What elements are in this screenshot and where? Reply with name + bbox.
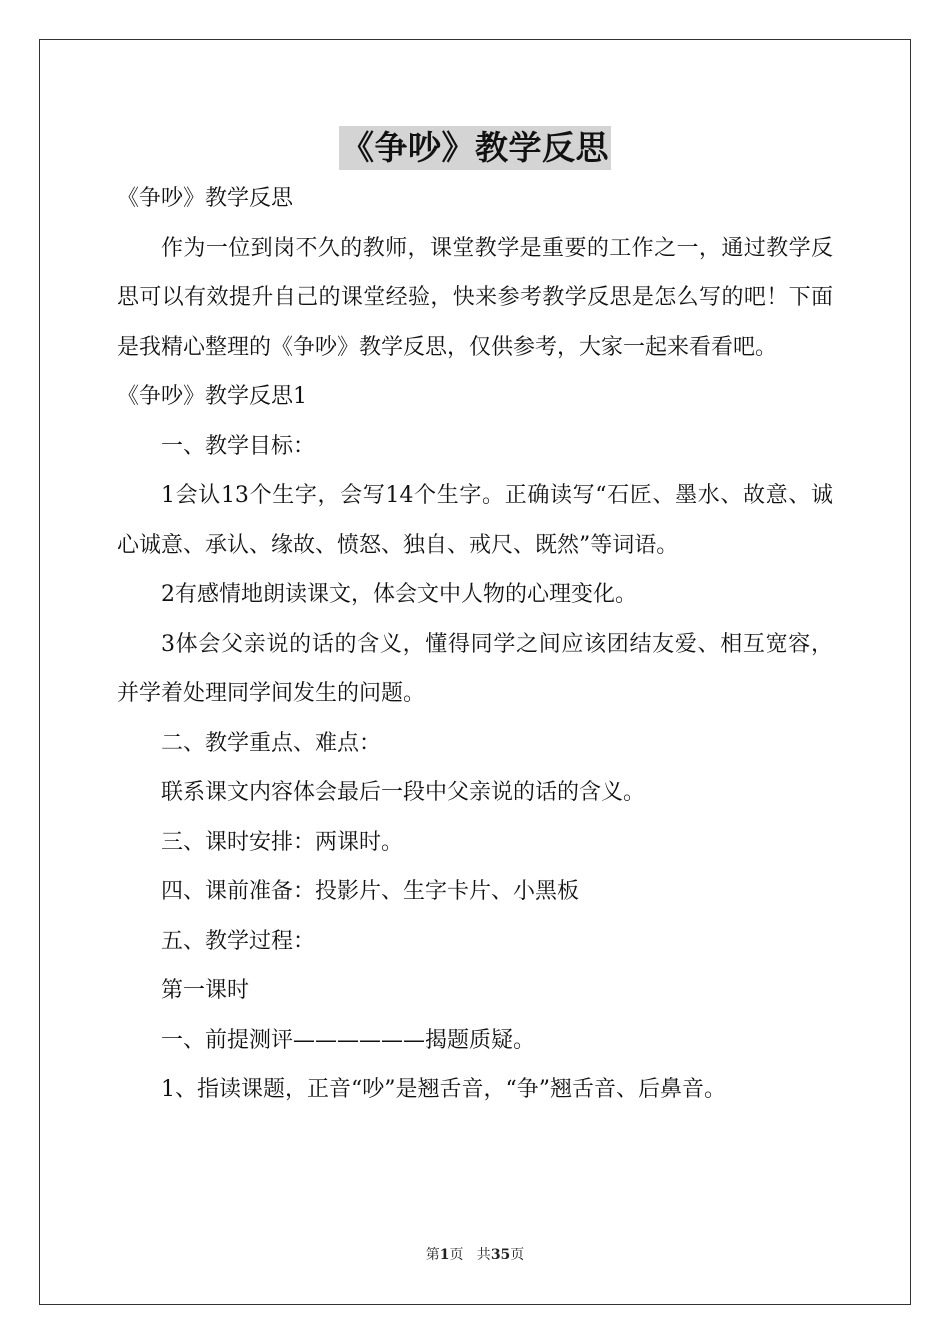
title-container xyxy=(0,126,950,170)
paragraph: 四、课前准备：投影片、生字卡片、小黑板 xyxy=(161,879,580,904)
footer-page-number: 1 xyxy=(439,1247,450,1263)
paragraph: 第一课时 xyxy=(161,978,250,1003)
footer-total-pages: 35 xyxy=(490,1247,511,1263)
document-body xyxy=(117,174,833,1115)
paragraph: 1、指读课题，正音“吵”是翘舌音，“争”翘舌音、后鼻音。 xyxy=(161,1077,726,1102)
paragraph: 1会认13个生字，会写14个生字。正确读写“石匠、墨水、故意、诚心诚意、承认、缘故、愤怒、独自、戒尺、既然”等词语。 xyxy=(117,483,833,558)
footer-prefix: 第 xyxy=(425,1247,440,1263)
paragraph: 3体会父亲说的话的含义，懂得同学之间应该团结友爱、相互宽容，并学着处理同学间发生的问题。 xyxy=(117,631,833,706)
paragraph: 一、教学目标： xyxy=(161,433,316,459)
page-footer xyxy=(0,1245,950,1265)
paragraph: 《争吵》教学反思1 xyxy=(117,384,307,409)
paragraph: 五、教学过程： xyxy=(161,928,316,954)
paragraph: 三、课时安排：两课时。 xyxy=(161,829,404,855)
paragraph: 联系课文内容体会最后一段中父亲说的话的含义。 xyxy=(161,780,646,805)
paragraph: 《争吵》教学反思 xyxy=(117,186,294,211)
footer-suffix: 页 xyxy=(510,1247,525,1263)
paragraph: 2有感情地朗读课文，体会文中人物的心理变化。 xyxy=(161,582,637,607)
document-title: 《争吵》教学反思 xyxy=(339,126,611,170)
paragraph: 作为一位到岗不久的教师，课堂教学是重要的工作之一，通过教学反思可以有效提升自己的课堂经验，快来参考教学反思是怎么写的吧！下面是我精心整理的《争吵》教学反思，仅供参考，大家一起来看看吧。 xyxy=(117,235,833,360)
footer-middle: 页 共 xyxy=(449,1247,491,1263)
paragraph: 二、教学重点、难点： xyxy=(161,730,382,756)
paragraph: 一、前提测评——————揭题质疑。 xyxy=(161,1027,536,1053)
